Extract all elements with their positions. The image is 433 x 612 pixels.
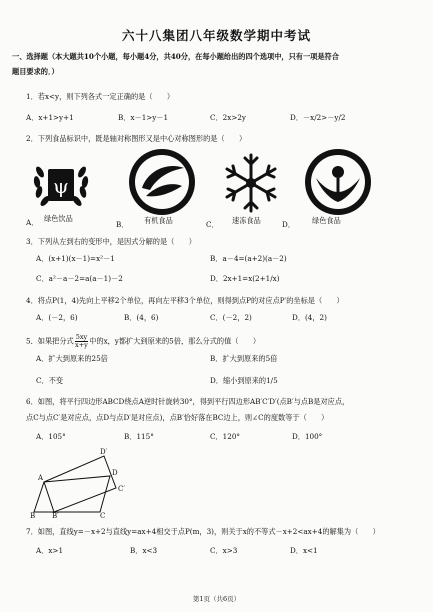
q4-option-c: C．(－2，2) bbox=[210, 313, 252, 322]
green-food-logo bbox=[304, 148, 372, 216]
green-drink-logo bbox=[30, 152, 92, 214]
q3-option-a: A．(x+1)(x－1)=x²－1 bbox=[36, 254, 115, 263]
fig-label-dprime: D′ bbox=[100, 448, 108, 456]
q5-fraction bbox=[75, 334, 88, 349]
q4-option-b: B．(4，6) bbox=[124, 313, 159, 322]
q2-option-d: D． bbox=[282, 220, 295, 229]
fig-label-d: D bbox=[112, 469, 118, 477]
q2-caption-a: 绿色饮品 bbox=[44, 214, 73, 223]
logo-a-symbol: ψ bbox=[53, 174, 69, 198]
q7-option-c: C．x>3 bbox=[210, 546, 238, 555]
section-heading-cont: 题目要求的．） bbox=[12, 67, 59, 76]
sprout-icon bbox=[304, 148, 372, 216]
q1-option-a: A．x+1>y+1 bbox=[26, 113, 74, 122]
q4-stem: 4．将点P(1，4)先向上平移2个单位，再向左平移3个单位，则得到点P的对应点P′的坐标是（ ） bbox=[26, 296, 344, 305]
q6-stem-line2: 点C与点C′是对应点，点D与点D′是对应点)，点B′恰好落在BC边上，则∠C的度数等于（ ） bbox=[26, 413, 329, 422]
fig-label-b: B bbox=[30, 512, 36, 518]
q4-option-d: D．(4，2) bbox=[292, 313, 327, 322]
q6-option-d: D．100° bbox=[292, 432, 323, 441]
q3-option-b: B．a－4=(a+2)(a－2) bbox=[210, 254, 287, 263]
swirl-leaf-icon bbox=[128, 148, 196, 216]
q2-caption-d: 绿色食品 bbox=[312, 216, 341, 225]
parallelogram-figure bbox=[30, 446, 130, 518]
q7-option-b: B．x<3 bbox=[130, 546, 158, 555]
q2-caption-c: 速冻食品 bbox=[232, 216, 261, 225]
snowflake-icon bbox=[218, 150, 284, 216]
q2-option-c: C． bbox=[206, 220, 219, 229]
q5-option-d: D．缩小到原来的1/5 bbox=[210, 376, 278, 385]
page-title: 六十八集团八年级数学期中考试 bbox=[121, 28, 311, 43]
q6-option-b: B．115° bbox=[124, 432, 154, 441]
q5-option-a: A．扩大到原来的25倍 bbox=[36, 354, 108, 363]
frozen-food-logo bbox=[218, 150, 284, 216]
q3-stem: 3．下列从左到右的变形中，是因式分解的是（ ） bbox=[26, 237, 196, 246]
q5-frac-den: x+y bbox=[75, 341, 88, 349]
q3-option-c: C．a²－a－2=a(a－1)－2 bbox=[36, 274, 123, 283]
q3-option-d: D．2x+1=x(2+1/x) bbox=[210, 274, 280, 283]
fig-label-bprime: B′ bbox=[52, 512, 59, 518]
q7-option-d: D．x<1 bbox=[290, 546, 318, 555]
q6-option-a: A．105° bbox=[36, 432, 66, 441]
q2-option-b: B． bbox=[116, 220, 129, 229]
q5-option-b: B．扩大到原来的5倍 bbox=[210, 354, 278, 363]
q2-stem: 2．下列食品标识中，既是轴对称图形又是中心对称图形的是（ ） bbox=[26, 134, 247, 143]
q1-stem: 1．若x<y，则下列各式一定正确的是（ ） bbox=[26, 92, 175, 101]
q6-stem-line1: 6．如图，将平行四边形ABCD绕点A逆时针旋转30°，得到平行四边形AB′C′D′(点B′与点B是对应点， bbox=[26, 397, 350, 406]
laurel-icon bbox=[30, 152, 92, 214]
q2-option-a: A． bbox=[26, 218, 39, 227]
q5-stem-post: 中的x，y都扩大到原来的5倍，那么分式的值（ ） bbox=[89, 336, 261, 346]
organic-food-logo bbox=[128, 148, 196, 216]
page-footer: 第1页（共6页） bbox=[192, 595, 241, 603]
q5-frac-num: 5xy bbox=[75, 333, 88, 341]
q5-stem bbox=[26, 334, 260, 349]
q5-option-c: C．不变 bbox=[36, 376, 64, 385]
section-heading: 一、选择题（本大题共10个小题，每小题4分，共40分，在每小题给出的四个选项中，只有一项是符合 bbox=[12, 52, 339, 61]
q1-option-c: C．2x>2y bbox=[210, 113, 246, 122]
fig-label-cprime: C′ bbox=[118, 485, 125, 493]
q7-stem: 7．如图，直线y=－x+2与直线y=ax+4相交于点P(m，3)，则关于x的不等式－x+2<ax+4的解集为（ ） bbox=[26, 527, 380, 536]
fig-label-c: C bbox=[100, 512, 106, 518]
q5-stem-pre: 5．如果把分式 bbox=[26, 336, 74, 346]
q4-option-a: A．(－2，6) bbox=[36, 313, 78, 322]
q2-caption-b: 有机食品 bbox=[144, 216, 173, 225]
rotation-diagram bbox=[30, 446, 130, 518]
fig-label-a: A bbox=[38, 474, 44, 482]
q1-option-d: D．－x/2>－y/2 bbox=[290, 113, 346, 122]
q6-option-c: C．120° bbox=[210, 432, 240, 441]
q1-option-b: B．x－1>y－1 bbox=[118, 113, 169, 122]
q7-option-a: A．x>1 bbox=[36, 546, 64, 555]
